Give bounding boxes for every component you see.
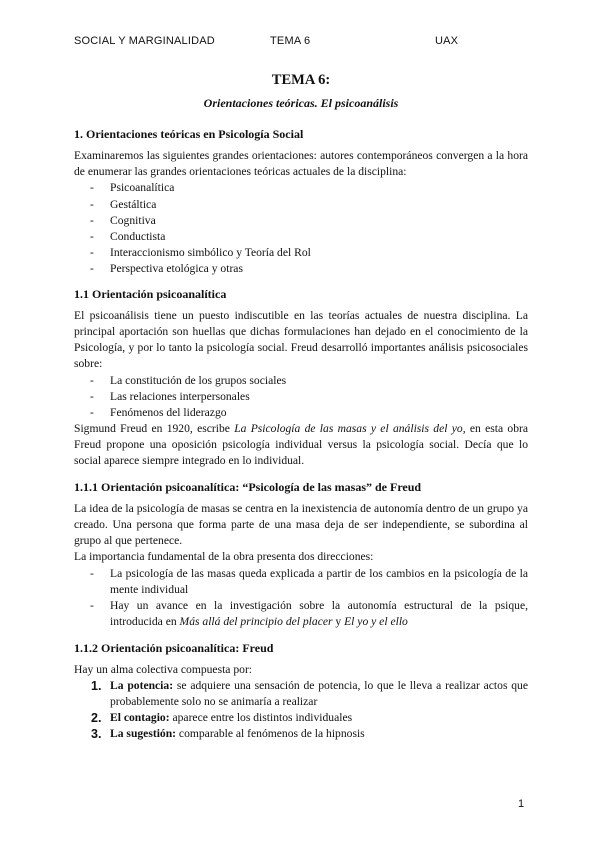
section-1-1-1-paragraph: La idea de la psicología de masas se centra en la inexistencia de autonomía dentro de un grupo ya creado. Una persona que forma parte de una masa deja de ser independiente, se subordina al grupo al que pertenece. [74,502,528,548]
list-item: - Perspectiva etológica y otras [74,261,528,277]
document-title: TEMA 6: [271,72,331,88]
list-item: 3. La sugestión: comparable al fenómenos de la hipnosis [91,727,365,742]
section-1-1-paragraph-2: Sigmund Freud en 1920, escribe La Psicología de las masas y el análisis del yo, en esta obra Freud propone una oposición psicología individual versus la psicología social. Decía que lo social aparece siempre integrado en lo individual. [74,421,528,467]
document-body [74,72,528,742]
document-subtitle: Orientaciones teóricas. El psicoanálisis [203,96,399,111]
list-item: - Fenómenos del liderazgo [74,405,528,421]
book-title: La Psicología de las masas y el análisis del yo, [234,421,466,435]
section-1-1-2-paragraph: Hay un alma colectiva compuesta por: [74,663,253,676]
section-heading-1-1: 1.1 Orientación psicoanalítica [74,287,227,302]
list-item: - La psicología de las masas queda explicada a partir de los cambios en la psicología de la mente individual [74,566,528,598]
list-item: - Psicoanalítica [74,180,528,196]
header-course: SOCIAL Y MARGINALIDAD [74,35,215,47]
section-heading-1-1-2: 1.1.2 Orientación psicoanalítica: Freud [74,640,274,655]
list-item: - Interaccionismo simbólico y Teoría del Rol [74,245,528,261]
section-1-1-paragraph: El psicoanálisis tiene un puesto indiscutible en las teorías actuales de nuestra disciplina. La principal aportación son huellas que dichas formulaciones han dejado en el conocimiento de la Psicología, y por lo tanto la psicología social. Freud desarrolló importantes análisis psicosociales sobre: [74,309,528,371]
section-heading-1-1-1: 1.1.1 Orientación psicoanalítica: “Psicología de las masas” de Freud [74,480,422,495]
list-item: 2. El contagio: aparece entre los distintos individuales [91,711,353,726]
list-item: - Conductista [74,229,528,245]
section-1-1-1-paragraph-2: La importancia fundamental de la obra presenta dos direcciones: [74,550,374,564]
collective-soul-list [74,678,528,742]
header-institution: UAX [435,35,459,47]
section-heading-1: 1. Orientaciones teóricas en Psicología Social [74,127,304,142]
list-item: - Las relaciones interpersonales [74,389,528,405]
page-number: 1 [518,798,525,810]
directions-list [74,566,528,630]
orientations-list [74,180,528,277]
list-item: - Gestáltica [74,197,528,213]
book-title: El yo y el ello [344,614,408,628]
list-item: - La constitución de los grupos sociales [74,373,528,389]
header-topic: TEMA 6 [270,35,311,47]
list-item: - Cognitiva [74,213,528,229]
list-item: - Hay un avance en la investigación sobre la autonomía estructural de la psique, introducida en Más allá del principio del placer y El yo y el ello [74,598,528,630]
freud-topics-list [74,373,528,421]
section-1-paragraph: Examinaremos las siguientes grandes orientaciones: autores contemporáneos convergen a la hora de enumerar las grandes orientaciones teóricas actuales de la disciplina: [74,149,528,179]
page-header [74,35,534,51]
list-item: 1. La potencia: se adquiere una sensación de potencia, lo que le lleva a realizar actos que probablemente solo no se animaría a realizar [91,679,529,709]
book-title: Más allá del principio del placer [179,614,333,628]
